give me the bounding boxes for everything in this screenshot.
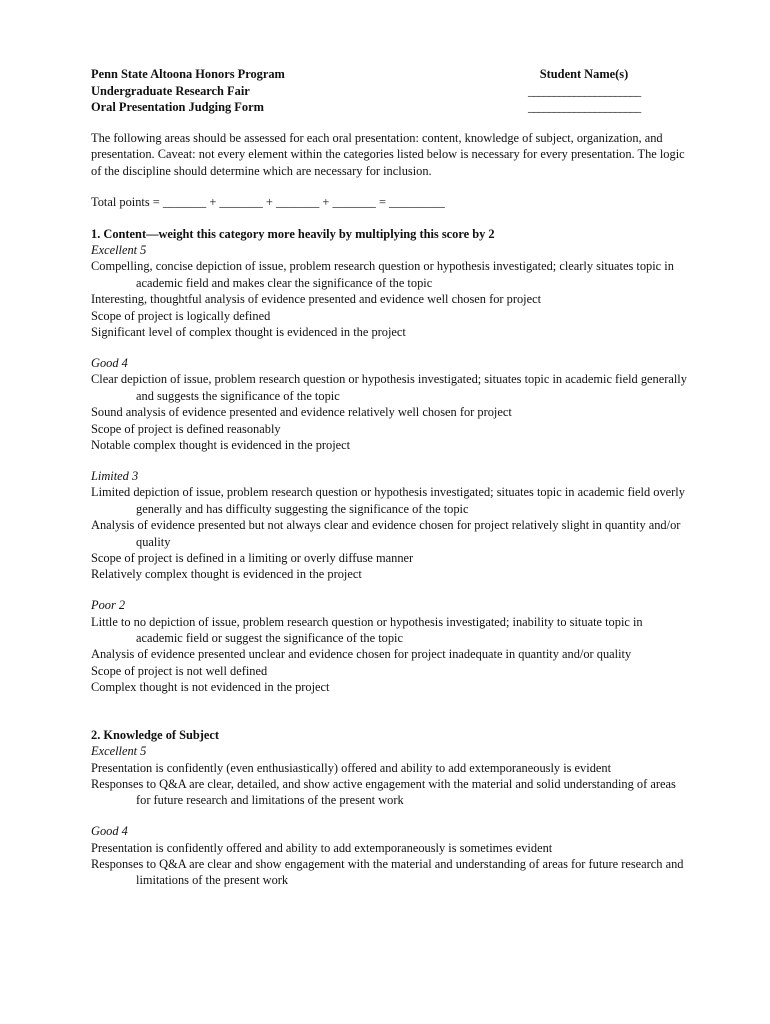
section-title: 2. Knowledge of Subject <box>91 727 220 742</box>
criterion: Scope of project is logically defined <box>91 308 271 323</box>
criterion: Scope of project is not well defined <box>91 663 268 678</box>
level-name: Good 4 <box>91 355 128 370</box>
form-header <box>91 66 691 118</box>
student-name-line-2[interactable]: ______________________ <box>527 100 641 114</box>
criterion: Clear depiction of issue, problem research question or hypothesis investigated; situates topic in academic field generally and suggests the significance of the topic <box>91 372 687 403</box>
level-limited <box>91 468 691 583</box>
criterion: Presentation is confidently offered and ability to add extemporaneously is sometimes evident <box>91 840 553 855</box>
criterion: Limited depiction of issue, problem research question or hypothesis investigated; situates topic in academic field overly generally and has difficulty suggesting the significance of the topic <box>91 485 685 516</box>
level-excellent <box>91 242 691 340</box>
level-name: Limited 3 <box>91 468 139 483</box>
criterion: Compelling, concise depiction of issue, problem research question or hypothesis investigated; clearly situates topic in academic field and makes clear the significance of the topic <box>91 259 674 290</box>
level-good <box>91 355 691 453</box>
form-title: Oral Presentation Judging Form <box>91 100 264 114</box>
level-name: Excellent 5 <box>91 744 147 759</box>
student-name-line-1[interactable]: ______________________ <box>527 83 641 98</box>
criterion: Interesting, thoughtful analysis of evidence presented and evidence well chosen for project <box>91 292 542 307</box>
total-points-line[interactable]: Total points = _______ + _______ + _______ + _______ = _________ <box>91 195 445 210</box>
intro-paragraph: The following areas should be assessed for each oral presentation: content, knowledge of subject, organization, and presentation. Caveat: not every element within the categories listed below is necessary for every presentation. The logic of the discipline should determine which are necessary for inclusion. <box>91 131 685 178</box>
level-name: Poor 2 <box>91 598 126 613</box>
level-name: Excellent 5 <box>91 243 147 258</box>
student-name-label: Student Name(s) <box>539 67 629 81</box>
program-block <box>91 66 285 116</box>
event-name: Undergraduate Research Fair <box>91 83 250 98</box>
level-good <box>91 823 691 889</box>
section-knowledge-of-subject <box>91 727 691 889</box>
criterion: Relatively complex thought is evidenced in the project <box>91 567 362 582</box>
section-content <box>91 226 691 696</box>
criterion: Significant level of complex thought is evidenced in the project <box>91 325 406 340</box>
criterion: Sound analysis of evidence presented and evidence relatively well chosen for project <box>91 405 512 420</box>
level-poor <box>91 597 691 695</box>
criterion: Presentation is confidently (even enthusiastically) offered and ability to add extemporaneously is evident <box>91 760 612 775</box>
section-title: 1. Content—weight this category more heavily by multiplying this score by 2 <box>91 226 495 241</box>
student-name-block <box>499 66 669 116</box>
criterion: Complex thought is not evidenced in the project <box>91 680 330 695</box>
document-page <box>91 66 691 889</box>
criterion: Little to no depiction of issue, problem research question or hypothesis investigated; inability to situate topic in academic field or suggest the significance of the topic <box>91 614 643 646</box>
criterion: Scope of project is defined in a limiting or overly diffuse manner <box>91 550 414 565</box>
program-name: Penn State Altoona Honors Program <box>91 67 285 81</box>
criterion: Analysis of evidence presented but not always clear and evidence chosen for project relatively slight in quantity and/or quality <box>91 518 681 549</box>
level-name: Good 4 <box>91 824 128 839</box>
criterion: Responses to Q&A are clear and show engagement with the material and understanding of areas for future research and limitations of the present work <box>91 857 684 888</box>
criterion: Notable complex thought is evidenced in the project <box>91 438 351 452</box>
criterion: Responses to Q&A are clear, detailed, and show active engagement with the material and solid understanding of areas for future research and limitations of the present work <box>91 776 676 808</box>
criterion: Scope of project is defined reasonably <box>91 421 281 436</box>
criterion: Analysis of evidence presented unclear and evidence chosen for project inadequate in quantity and/or quality <box>91 647 632 662</box>
level-excellent <box>91 743 691 809</box>
